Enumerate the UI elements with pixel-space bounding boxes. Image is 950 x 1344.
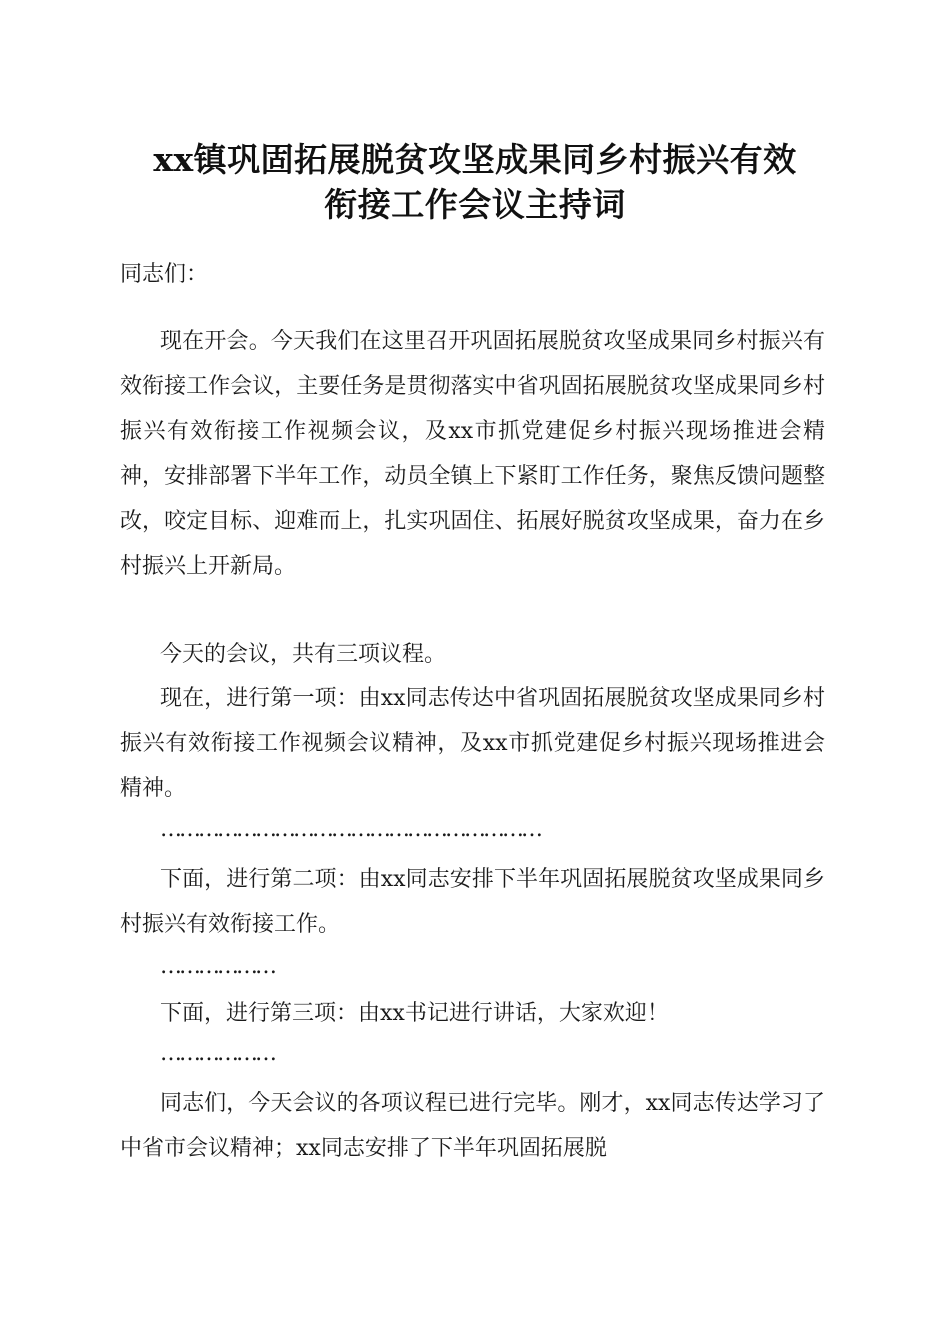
document-title-line1: xx镇巩固拓展脱贫攻坚成果同乡村振兴有效 [153,140,797,179]
salutation: 同志们： [120,262,209,287]
paragraph-item-two: 下面，进行第二项：由xx同志安排下半年巩固拓展脱贫攻坚成果同乡村振兴有效衔接工作。 [120,867,825,937]
paragraph-item-one: 现在，进行第一项：由xx同志传达中省巩固拓展脱贫攻坚成果同乡村振兴有效衔接工作视频会议精神，及xx市抓党建促乡村振兴现场推进会精神。 [120,686,825,801]
document-title-line2: 衔接工作会议主持词 [324,185,626,224]
paragraph-agenda-intro: 今天的会议，共有三项议程。 [160,642,447,667]
paragraph-item-three: 下面，进行第三项：由xx书记进行讲话，大家欢迎！ [160,1001,669,1026]
ellipsis-separator-3: ……………… [160,1041,274,1066]
ellipsis-separator-1: …………………………………………………… [160,817,540,842]
paragraph-closing: 同志们，今天会议的各项议程已进行完毕。刚才，xx同志传达学习了中省市会议精神；xx同志安排了下半年巩固拓展脱 [120,1091,825,1161]
ellipsis-separator-2: ……………… [160,954,274,979]
paragraph-opening: 现在开会。今天我们在这里召开巩固拓展脱贫攻坚成果同乡村振兴有效衔接工作会议，主要任务是贯彻落实中省巩固拓展脱贫攻坚成果同乡村振兴有效衔接工作视频会议，及xx市抓党建促乡村振兴现场推进会精神，安排部署下半年工作，动员全镇上下紧盯工作任务，聚焦反馈问题整改，咬定目标、迎难而上，扎实巩固住、拓展好脱贫攻坚成果，奋力在乡村振兴上开新局。 [120,329,825,579]
